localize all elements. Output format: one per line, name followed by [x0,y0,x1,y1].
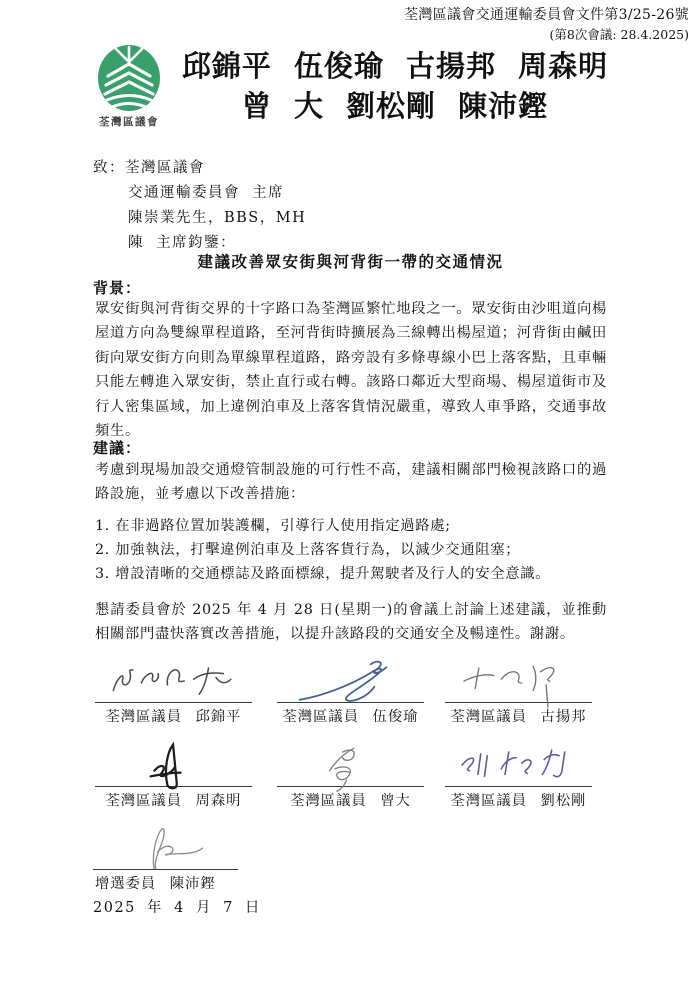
proposal-item-1: 1. 在非過路位置加裝護欄，引導行人使用指定過路處; [95,518,451,534]
document-date: 2025 年 4 月 7 日 [93,900,261,916]
signature-label: 荃灣區議員 伍俊瑜 [282,709,419,725]
proposal-item-3: 3. 增設清晰的交通標誌及路面標線，提升駕駛者及行人的安全意識。 [95,566,551,583]
proposal-intro: 考慮到現場加設交通燈管制設施的可行性不高，建議相關部門檢視該路口的過路設施，並考慮以下改善措施： [95,462,607,503]
signature-image-lau-chung-kong [449,738,589,796]
signature-image-kau-kam-ping [104,654,244,712]
addressee-block [93,156,306,256]
proposal-item-2: 2. 加強執法，打擊違例泊車及上落客貨行為，以減少交通阻塞； [95,542,521,559]
signature-block-ku-yeung-pong [445,657,592,726]
council-logo [92,44,166,129]
salutation: 陳 主席鈞鑒： [128,235,237,251]
signature-block-tsang-tai [277,741,424,810]
signature-label: 荃灣區議員 曾大 [290,793,411,809]
doc-number: 荃灣區議會交通運輸委員會文件第3/25-26號 [404,7,689,23]
addressee-line-to: 致：荃灣區議會 [93,160,205,176]
closing-paragraph: 懇請委員會於 2025 年 4 月 28 日(星期一)的會議上討論上述建議，並推動相關部門盡快落實改善措施，以提升該路段的交通安全及暢達性。謝謝。 [95,602,607,643]
logo-caption: 荃灣區議會 [99,116,159,128]
signature-line [277,657,424,703]
signature-line [445,657,592,703]
council-logo-icon [95,44,163,112]
author-names [160,46,630,126]
signature-line [95,657,252,703]
authors-line-2: 曾 大 劉松剛 陳沛鏗 [241,89,549,123]
signature-image-ng-chun-yu [281,654,421,712]
signature-block-ng-chun-yu [277,657,424,726]
signature-block-chan-pui-hang [93,824,238,893]
meeting-number: (第8次會議: 28.4.2025) [549,27,689,42]
signature-line [277,741,424,787]
background-paragraph: 眾安街與河背街交界的十字路口為荃灣區繁忙地段之一。眾安街由沙咀道向楊屋道方向為雙線單程道路，至河背街時擴展為三線轉出楊屋道；河背街由鹹田街向眾安街方向則為單線單程道路，路旁設有多條專線小巴上落客點，且車輛只能左轉進入眾安街，禁止直行或右轉。該路口鄰近大型商場、楊屋道街市及行人密集區域，加上違例泊車及上落客貨情況嚴重，導致人車爭路，交通事故頻生。 [95,301,607,440]
proposal-heading: 建議： [93,439,142,457]
signature-image-chan-pui-hang [96,821,236,879]
signature-block-lau-chung-kong [445,741,592,810]
signature-label: 增選委員 陳沛鏗 [95,876,216,892]
signature-block-kau-kam-ping [95,657,252,726]
signature-label: 荃灣區議員 邱錦平 [105,709,242,725]
signature-image-ku-yeung-pong [449,654,589,712]
proposal-list [95,514,607,587]
signature-image-tsang-tai [281,738,421,796]
signature-line [95,741,252,787]
addressee-line-chairman: 陳崇業先生，BBS，MH [128,210,307,226]
authors-line-1: 邱錦平 伍俊瑜 古揚邦 周森明 [181,49,609,83]
signature-line [93,824,238,870]
signature-image-chow-sum-ming [104,738,244,796]
background-heading: 背景： [93,279,142,297]
signature-block-chow-sum-ming [95,741,252,810]
signature-label: 荃灣區議員 周森明 [105,793,242,809]
signature-label: 荃灣區議員 劉松剛 [450,793,587,809]
addressee-line-committee: 交通運輸委員會 主席 [128,185,285,201]
signature-line [445,741,592,787]
document-reference [404,6,689,44]
subject-title: 建議改善眾安街與河背街一帶的交通情況 [197,252,504,271]
signature-label: 荃灣區議員 古揚邦 [450,709,587,725]
